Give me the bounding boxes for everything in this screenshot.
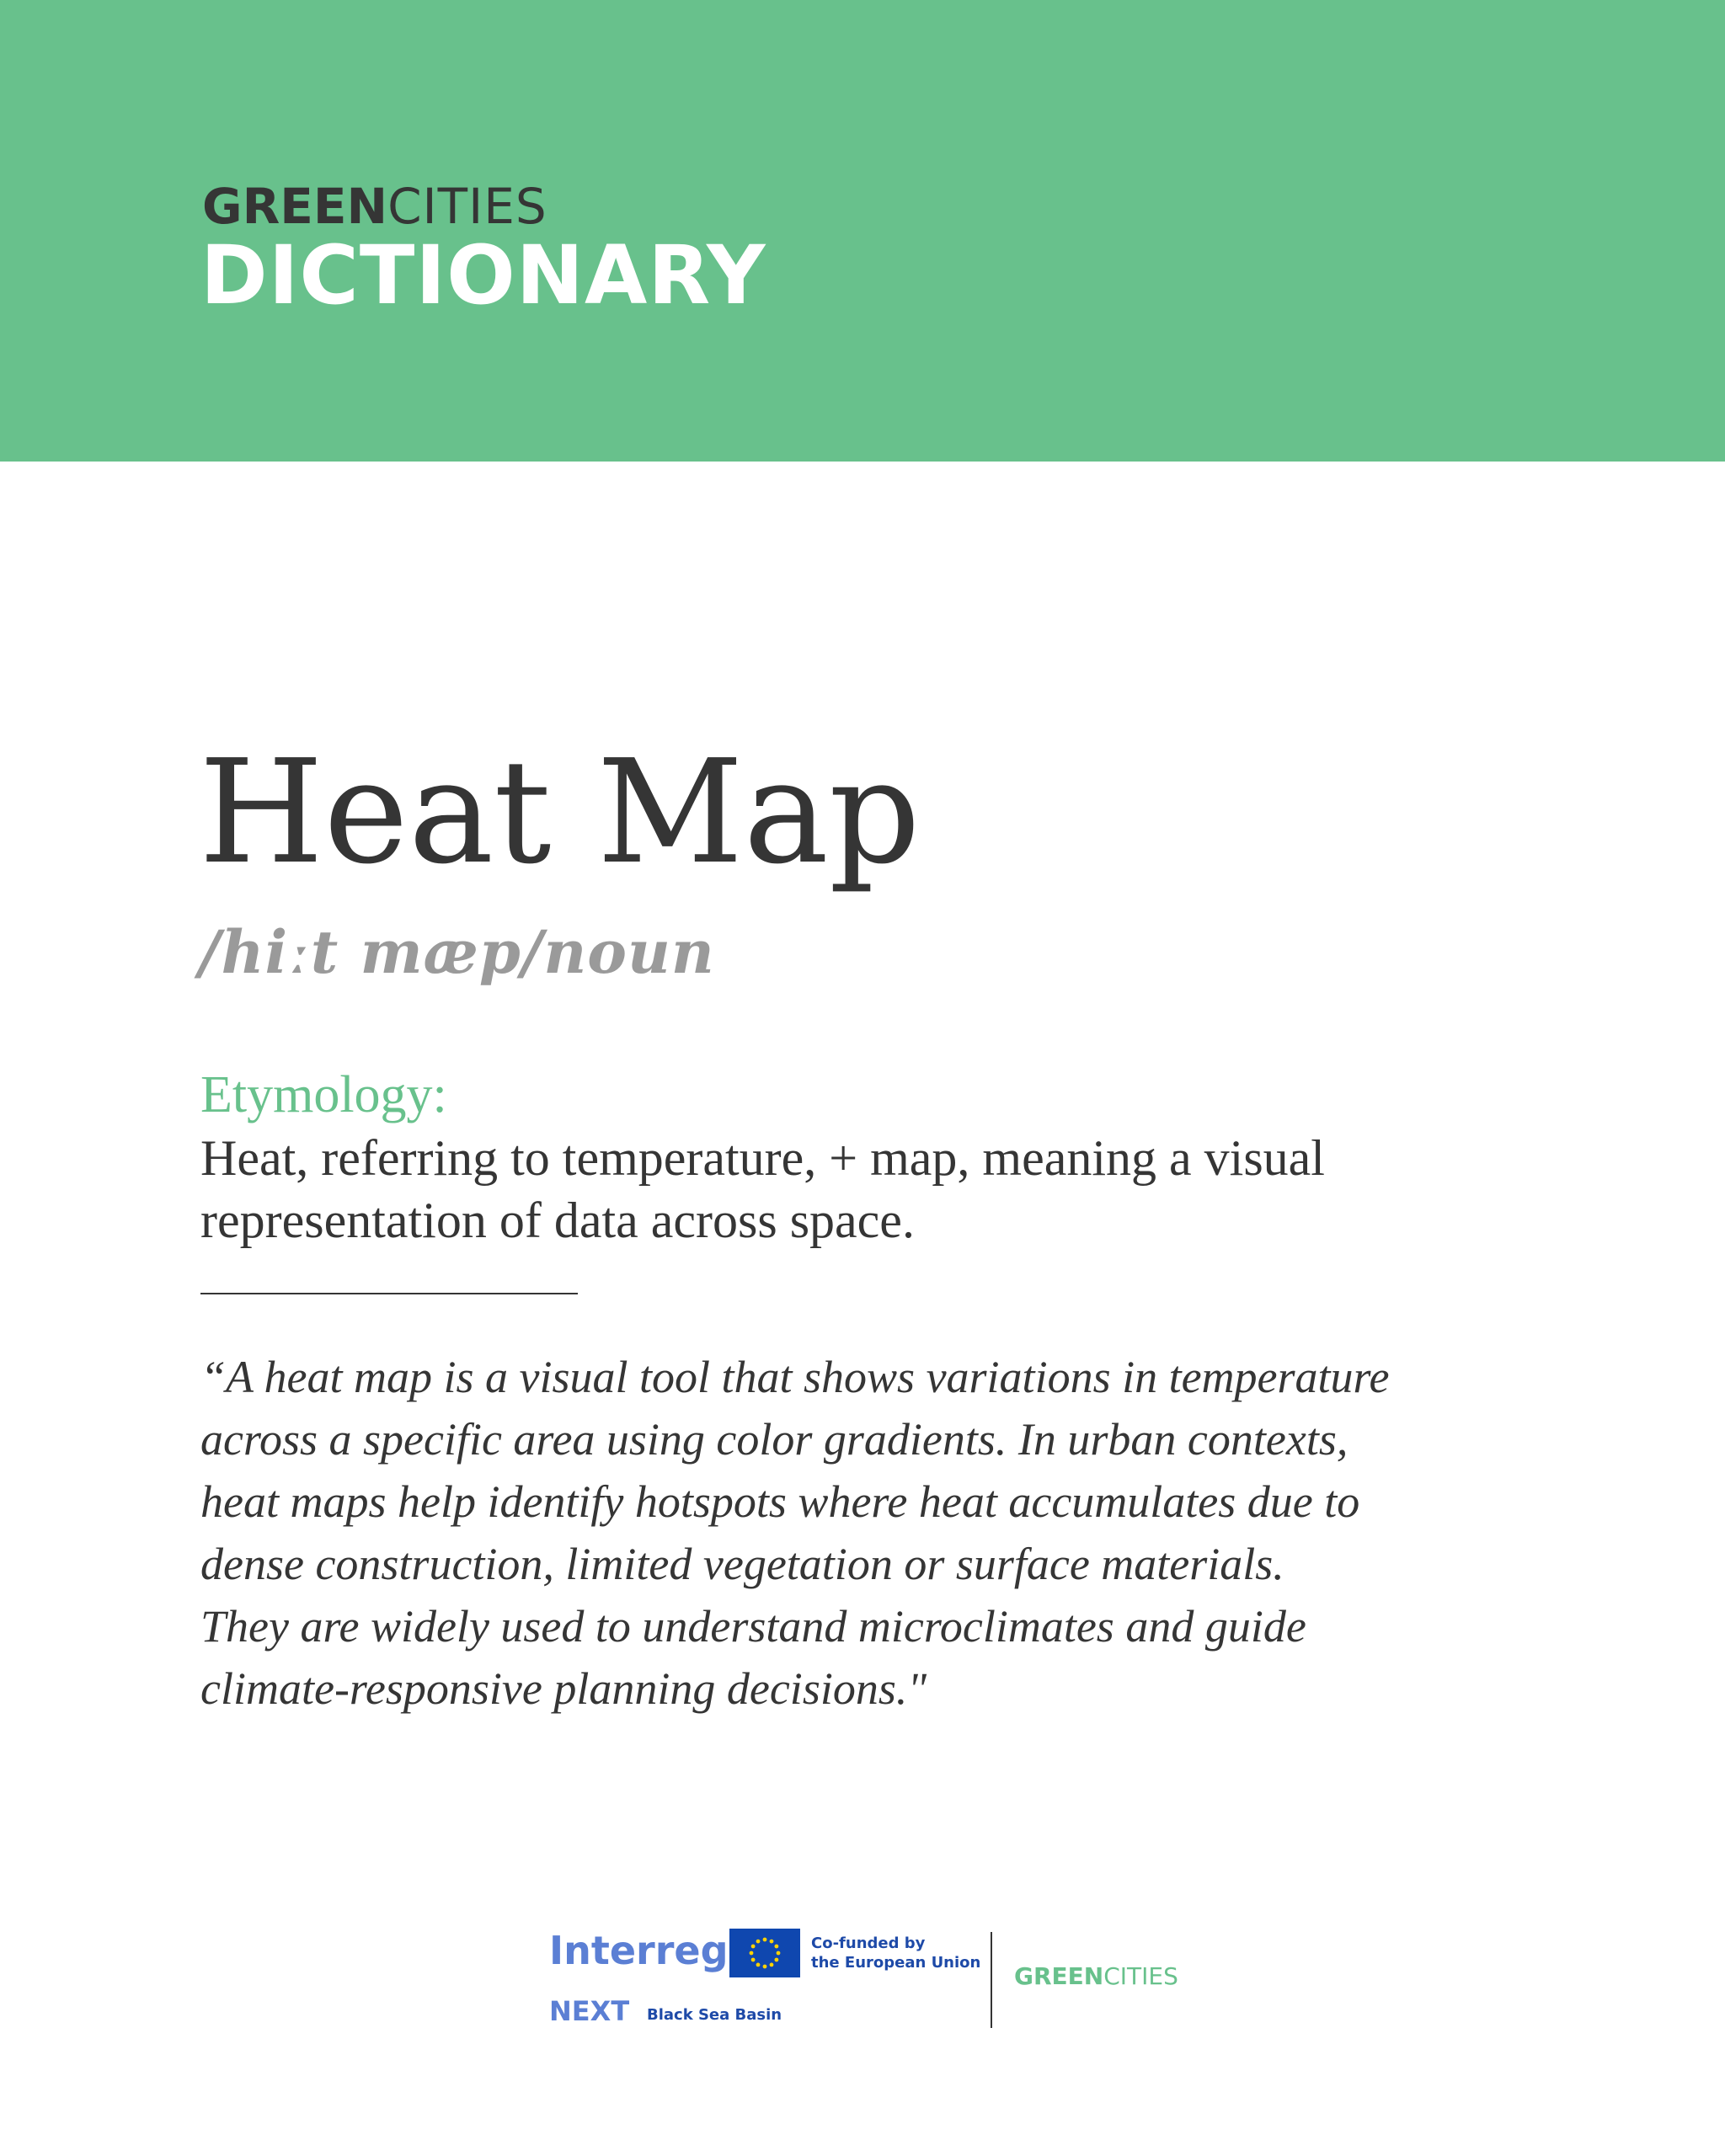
divider xyxy=(200,1293,578,1294)
page-title: DICTIONARY xyxy=(200,228,766,323)
greencities-footer-logo xyxy=(1014,1962,1178,1991)
quote-line: across a specific area using color gradients. In urban contexts, xyxy=(200,1414,1348,1465)
quote-line: “A heat map is a visual tool that shows variations in temperature xyxy=(200,1352,1390,1402)
interreg-logo: Interreg xyxy=(549,1928,729,1973)
quote-line: They are widely used to understand microclimates and guide xyxy=(200,1601,1306,1652)
term-heading: Heat Map xyxy=(199,729,921,896)
definition-quote xyxy=(200,1346,1565,1720)
quote-line: dense construction, limited vegetation or surface materials. xyxy=(200,1539,1284,1589)
footer-logos xyxy=(0,1912,1725,2063)
cofunded-text xyxy=(811,1934,980,1972)
eu-flag-icon xyxy=(729,1929,800,1977)
etymology-text: Heat, referring to temperature, + map, meaning a visual representation of data across space. xyxy=(200,1130,1325,1248)
pronunciation: /hiːt mæp/noun xyxy=(199,917,715,987)
footer-gc-cities: CITIES xyxy=(1103,1962,1178,1990)
brand-logo xyxy=(202,179,547,234)
black-sea-basin-label: Black Sea Basin xyxy=(647,2006,782,2024)
brand-cities: CITIES xyxy=(387,178,547,235)
footer-divider xyxy=(991,1932,992,2028)
quote-line: heat maps help identify hotspots where heat accumulates due to xyxy=(200,1476,1360,1527)
cofunded-line: the European Union xyxy=(811,1954,981,1972)
quote-line: climate-responsive planning decisions." xyxy=(200,1663,927,1714)
brand-green: GREEN xyxy=(202,178,388,235)
footer-gc-green: GREEN xyxy=(1014,1962,1104,1990)
etymology-label: Etymology: xyxy=(200,1066,447,1123)
cofunded-line: Co-funded by xyxy=(811,1935,926,1952)
header-band xyxy=(0,0,1725,462)
next-logo: NEXT xyxy=(549,1995,630,2027)
